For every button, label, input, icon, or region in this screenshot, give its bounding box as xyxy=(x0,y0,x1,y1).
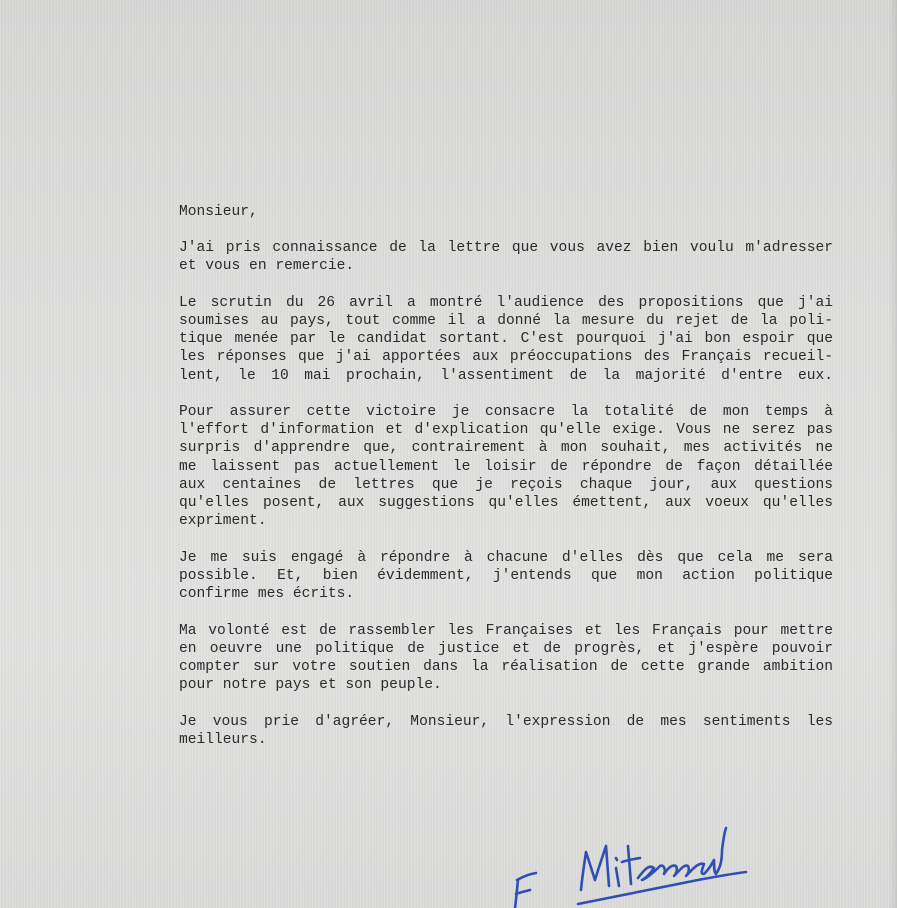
paragraph-campaign-effort xyxy=(179,403,833,530)
text-line: expriment. xyxy=(179,513,267,530)
text-line: aux centaines de lettres que je reçois chaque jour, aux questions xyxy=(179,476,833,493)
text-line: confirme mes écrits. xyxy=(179,586,355,603)
text-line: soumises au pays, tout comme il a donné la mesure du rejet de la poli- xyxy=(179,313,833,330)
text-line: lent, le 10 mai prochain, l'assentiment de la majorité d'entre eux. xyxy=(179,367,833,384)
text-line: possible. Et, bien évidemment, j'entends que mon action politique xyxy=(179,567,833,584)
text-line: pour notre pays et son peuple. xyxy=(179,677,442,694)
text-line: et vous en remercie. xyxy=(179,258,355,275)
paragraph-commitment xyxy=(179,549,833,604)
salutation: Monsieur, xyxy=(179,204,258,220)
text-line: l'effort d'information et d'explication qu'elle exige. Vous ne serez pas xyxy=(179,422,833,439)
text-line: les réponses que j'ai apportées aux préoccupations des Français recueil- xyxy=(179,349,833,366)
text-line: compter sur votre soutien dans la réalisation de cette grande ambition xyxy=(179,658,833,675)
text-line: qu'elles posent, aux suggestions qu'elles émettent, aux voeux qu'elles xyxy=(179,495,833,512)
text-line: Pour assurer cette victoire je consacre la totalité de mon temps à xyxy=(179,404,833,421)
text-line: Le scrutin du 26 avril a montré l'audience des propositions que j'ai xyxy=(179,294,833,311)
text-line: tique menée par le candidat sortant. C'est pourquoi j'ai bon espoir que xyxy=(179,331,833,348)
text-line: meilleurs. xyxy=(179,731,267,748)
text-line: Je vous prie d'agréer, Monsieur, l'expression de mes sentiments les xyxy=(179,713,833,730)
paragraph-closing xyxy=(179,713,833,749)
text-line: surpris d'apprendre que, contrairement à mon souhait, mes activités ne xyxy=(179,440,833,457)
text-line: me laissent pas actuellement le loisir de répondre de façon détaillée xyxy=(179,458,833,475)
text-line: Ma volonté est de rassembler les Françaises et les Français pour mettre xyxy=(179,622,833,639)
paragraph-ambition xyxy=(179,622,833,695)
text-line: en oeuvre une politique de justice et de progrès, et j'espère pouvoir xyxy=(179,640,833,657)
paper-edge-shadow xyxy=(889,0,897,908)
text-line: Je me suis engagé à répondre à chacune d'elles dès que cela me sera xyxy=(179,549,833,566)
handwritten-signature xyxy=(508,820,768,908)
paragraph-election-result xyxy=(179,294,833,385)
letter-body xyxy=(179,203,833,767)
paragraph-acknowledgement xyxy=(179,239,833,275)
text-line: J'ai pris connaissance de la lettre que vous avez bien voulu m'adresser xyxy=(179,240,833,257)
